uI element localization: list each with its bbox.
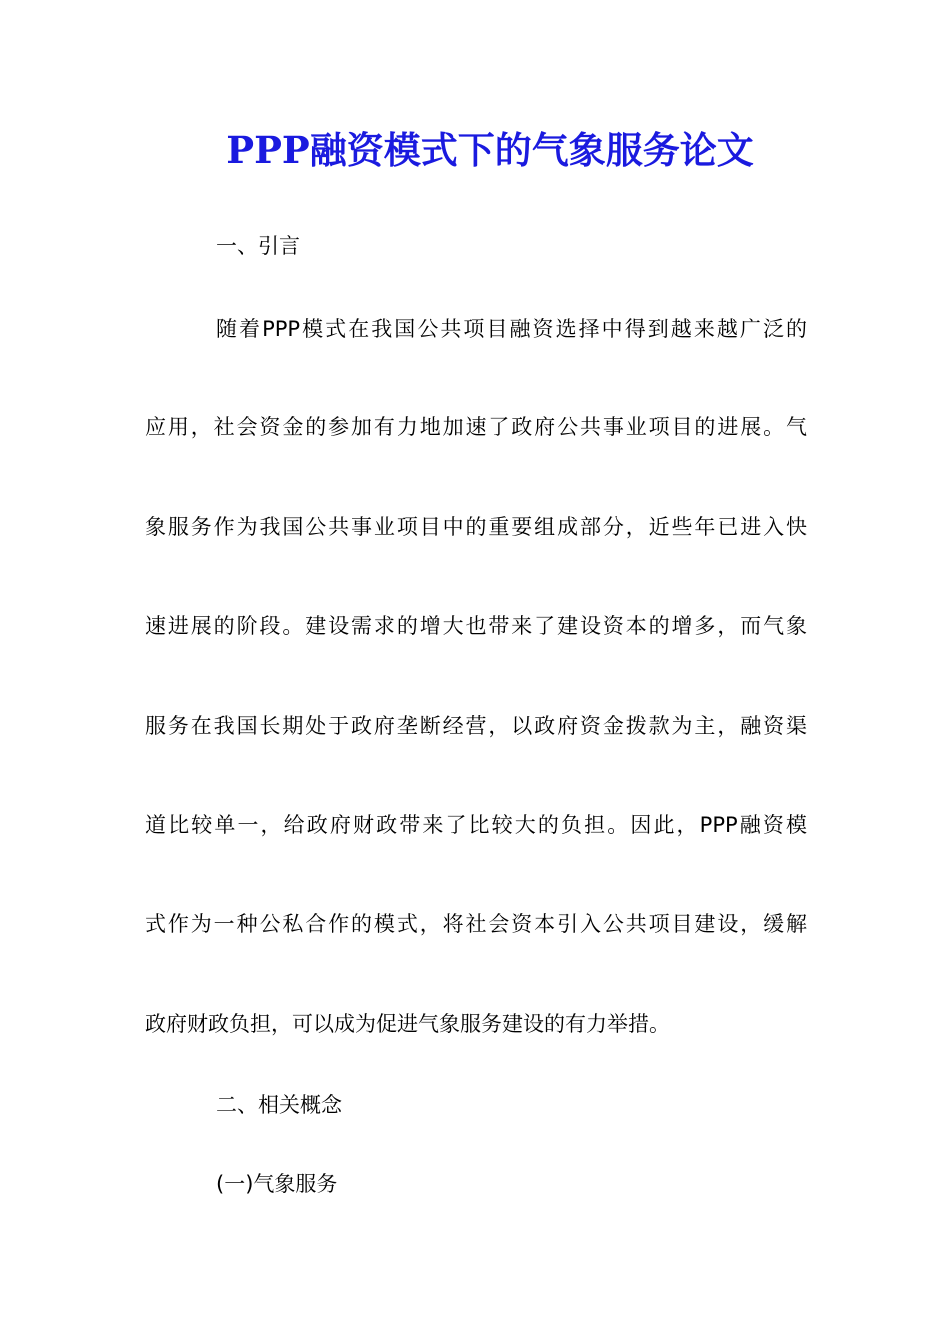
- paragraph-line: 政府财政负担，可以成为促进气象服务建设的有力举措。: [145, 1012, 670, 1036]
- paragraph-line: 道比较单一，给政府财政带来了比较大的负担。因此，PPP融资模: [145, 813, 807, 837]
- document-title: PPP融资模式下的气象服务论文: [226, 128, 754, 172]
- section-heading-introduction: 一、引言: [216, 234, 300, 258]
- paragraph-line: 象服务作为我国公共事业项目中的重要组成部分，近些年已进入快: [145, 515, 807, 539]
- paragraph-line: 速进展的阶段。建设需求的增大也带来了建设资本的增多，而气象: [145, 614, 807, 638]
- paragraph-line: 随着PPP模式在我国公共项目融资选择中得到越来越广泛的: [216, 317, 807, 341]
- subsection-heading-weather-service: (一)气象服务: [216, 1172, 338, 1196]
- section-heading-concepts: 二、相关概念: [216, 1093, 342, 1117]
- paragraph-line: 服务在我国长期处于政府垄断经营，以政府资金拨款为主，融资渠: [145, 714, 807, 738]
- paragraph-line: 应用，社会资金的参加有力地加速了政府公共事业项目的进展。气: [145, 415, 807, 439]
- paragraph-line: 式作为一种公私合作的模式，将社会资本引入公共项目建设，缓解: [145, 912, 807, 936]
